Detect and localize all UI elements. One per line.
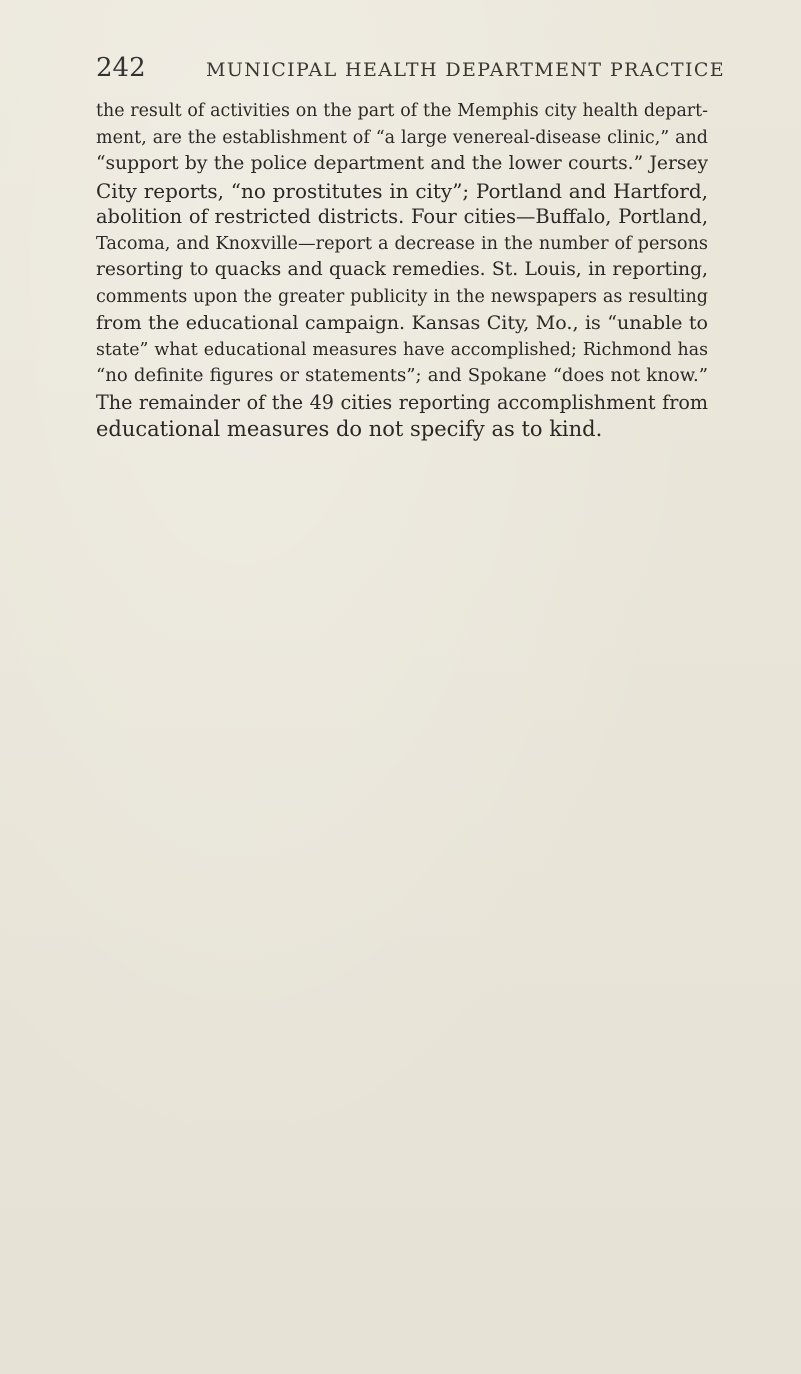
running-title: MUNICIPAL HEALTH DEPARTMENT PRACTICE [206, 59, 726, 81]
text-line: the result of activities on the part of the Memphis city health depart- [96, 101, 708, 121]
text-line: educational measures do not specify as to kind. [96, 417, 603, 441]
text-line: comments upon the greater publicity in the newspapers as resulting [96, 286, 708, 307]
page-number: 242 [96, 53, 146, 83]
text-line: “no definite figures or statements”; and Spokane “does not know.” [96, 365, 708, 386]
running-head [96, 53, 726, 87]
text-line: Tacoma, and Knoxville—report a decrease in the number of persons [96, 233, 708, 254]
text-line: The remainder of the 49 cities reporting accomplishment from [96, 390, 708, 414]
text-line: ment, are the establishment of “a large venereal-disease clinic,” and [96, 127, 708, 148]
text-line: state” what educational measures have accomplished; Richmond has [96, 339, 708, 360]
text-line: City reports, “no prostitutes in city”; Portland and Hartford, [96, 178, 708, 203]
text-line: from the educational campaign. Kansas City, Mo., is “unable to [96, 312, 708, 334]
text-line: “support by the police department and the lower courts.” Jersey [96, 153, 708, 174]
text-line: resorting to quacks and quack remedies. St. Louis, in reporting, [96, 259, 708, 280]
body-paragraph [96, 98, 708, 443]
text-line: abolition of restricted districts. Four cities—Buffalo, Portland, [96, 205, 708, 228]
